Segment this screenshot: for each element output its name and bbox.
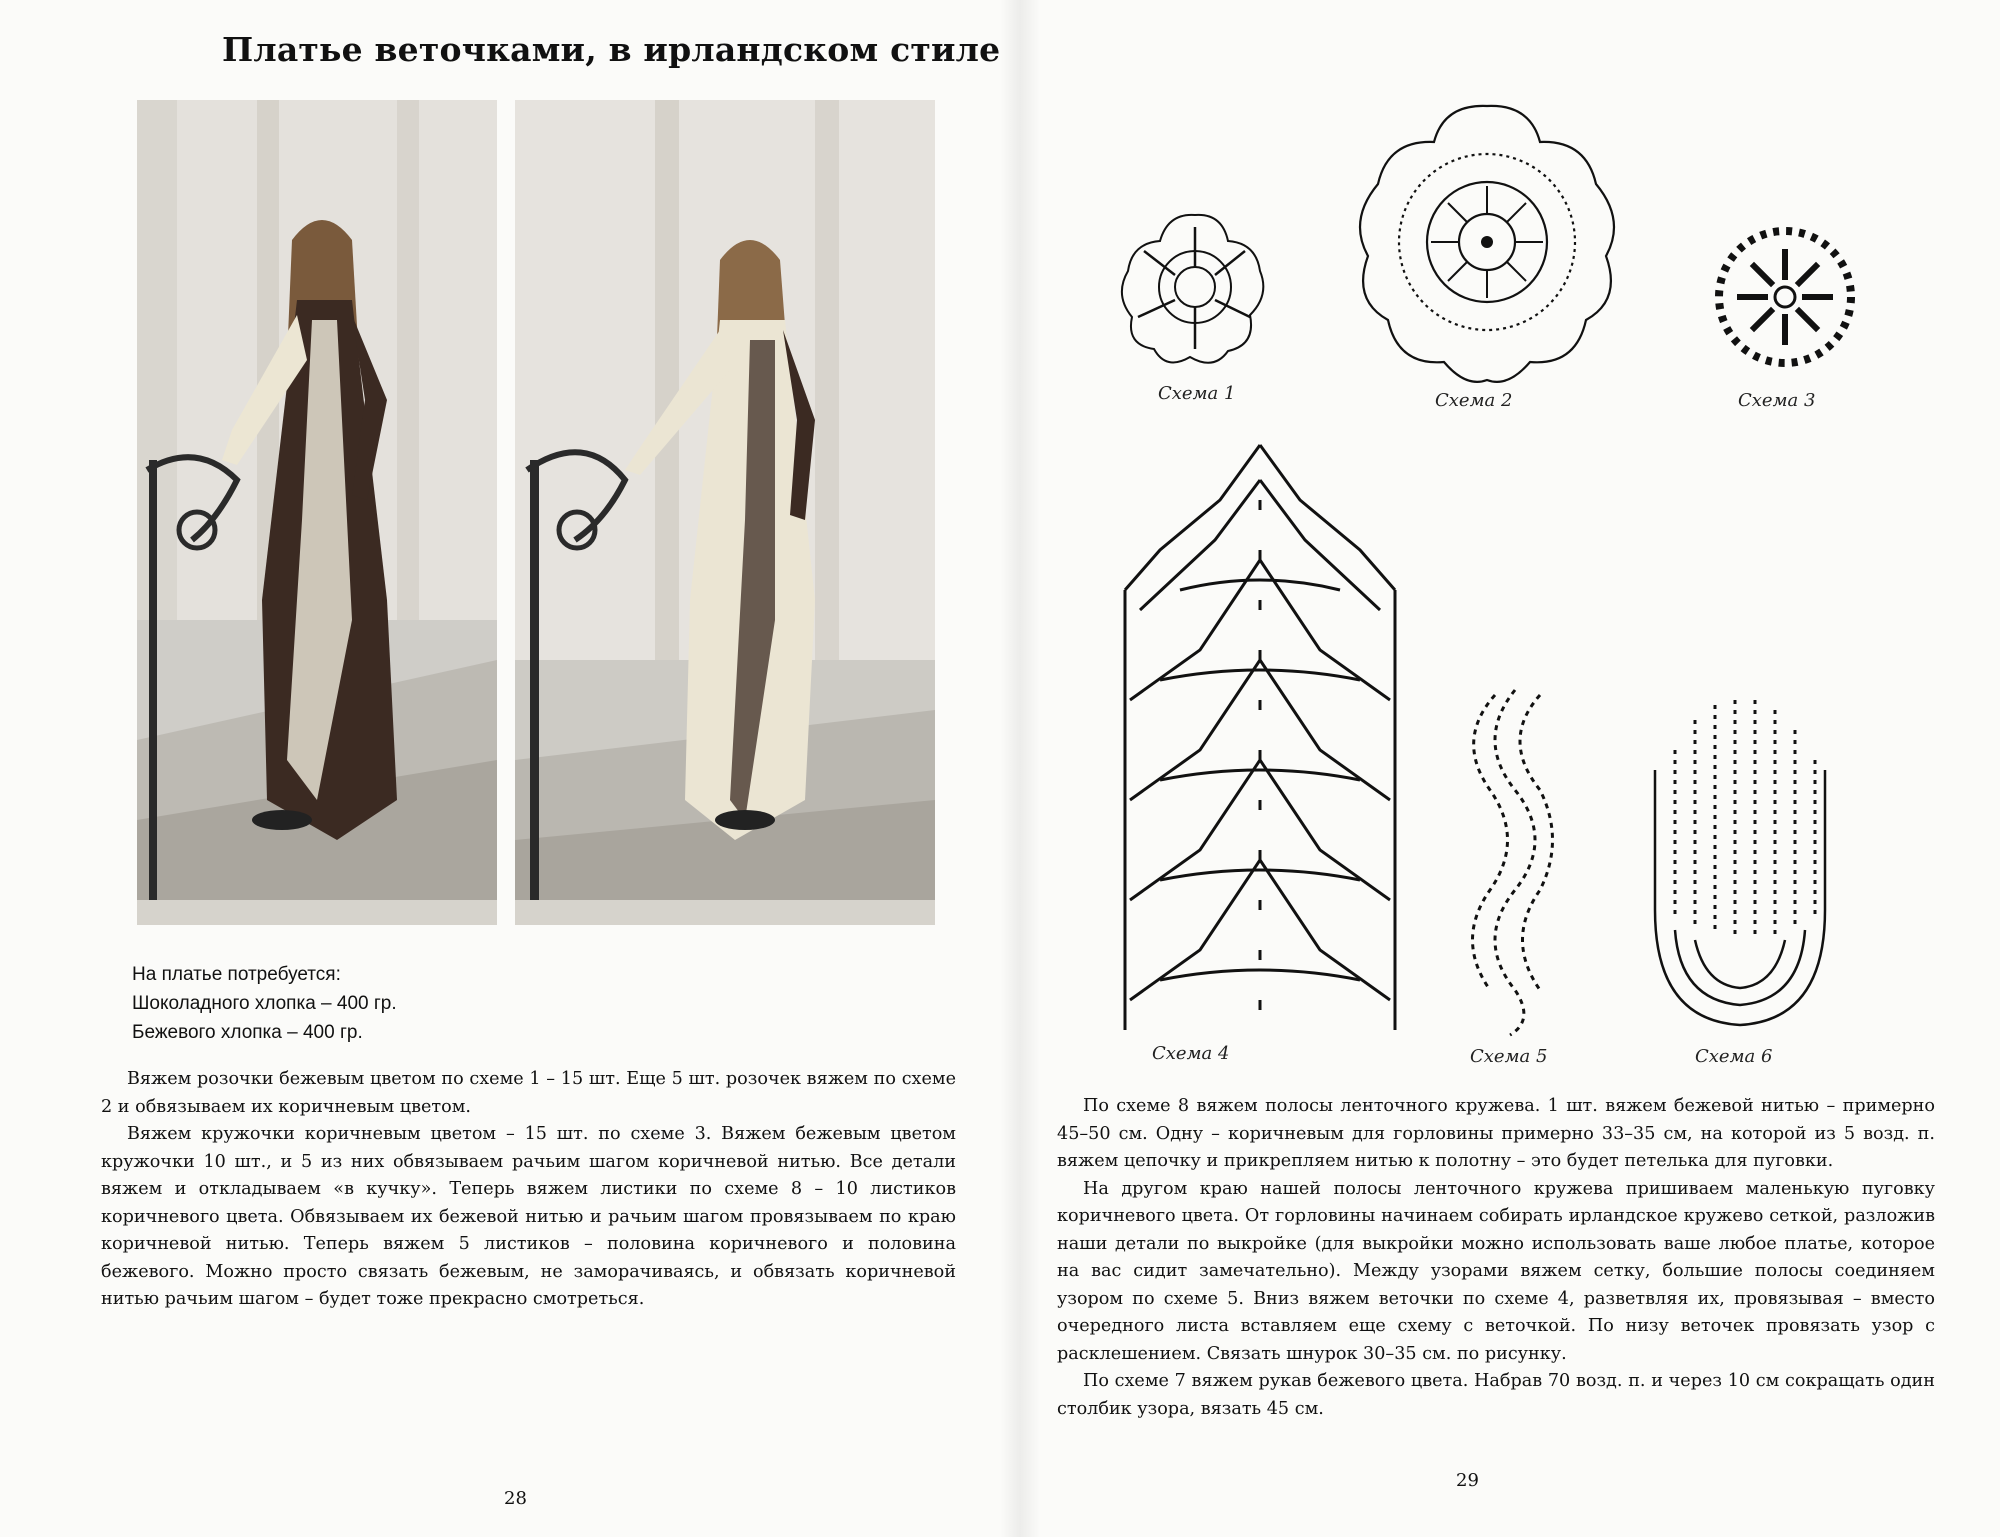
- caption-scheme-2: Схема 2: [1435, 390, 1513, 411]
- scheme-3-circle-diagram: [1710, 222, 1860, 372]
- caption-scheme-6: Схема 6: [1695, 1046, 1773, 1067]
- paragraph: На другом краю нашей полосы ленточного кружева пришиваем маленькую пуговку коричневого цвета. От горловины начинаем собирать ирландское кружево сеткой, разложив наши детали по выкройке (для выкройки можно использовать ваше любое платье, которое на вас сидит замечательно). Между узорами вяжем сетку, большие полосы соединяем узором по схеме 5. Вниз вяжем веточки по схеме 4, разветвляя их, провязывая – вместо очередного листа вставляем еще схему с веточкой. По низу веточек провязать узор с расклешением. Связать шнурок 30–35 см. по рисунку.: [1057, 1178, 1935, 1364]
- scheme-4-branch-diagram: [1120, 440, 1400, 1035]
- page-gutter: [1000, 0, 1040, 1537]
- photo-woman-brown-dress: [137, 100, 497, 925]
- paragraph: По схеме 8 вяжем полосы ленточного кружева. 1 шт. вяжем бежевой нитью – примерно 45–50 см. Одну – коричневым для горловины примерно 33–35 см, на которой из 5 возд. п. вяжем цепочку и прикрепляем нитью к полотну – это будет петелька для пуговки.: [1057, 1096, 1935, 1171]
- materials-brown: Шоколадного хлопка – 400 гр.: [132, 993, 397, 1014]
- materials-beige: Бежевого хлопка – 400 гр.: [132, 1022, 363, 1043]
- caption-scheme-4: Схема 4: [1152, 1043, 1230, 1064]
- scheme-1-flower-diagram: [1110, 205, 1280, 370]
- scheme-5-strip-diagram: [1455, 680, 1565, 1040]
- caption-scheme-3: Схема 3: [1738, 390, 1816, 411]
- left-page-text: [101, 1066, 956, 1314]
- scheme-6-oval-diagram: [1635, 690, 1845, 1035]
- materials-list: [132, 960, 397, 1047]
- paragraph: Вяжем розочки бежевым цветом по схеме 1 – 15 шт. Еще 5 шт. розочек вяжем по схеме 2 и обвязываем их коричневым цветом.: [101, 1069, 956, 1117]
- scheme-2-flower-diagram: [1350, 100, 1625, 385]
- paragraph: По схеме 7 вяжем рукав бежевого цвета. Набрав 70 возд. п. и через 10 см сокращать один столбик узора, вязать 45 см.: [1057, 1371, 1935, 1419]
- caption-scheme-5: Схема 5: [1470, 1046, 1548, 1067]
- paragraph: Вяжем кружочки коричневым цветом – 15 шт. по схеме 3. Вяжем бежевым цветом кружочки 10 шт., и 5 из них обвязываем рачьим шагом коричневой нитью. Все детали вяжем и откладываем «в кучку». Теперь вяжем листики по схеме 8 – 10 листиков коричневого цвета. Обвязываем их бежевой нитью и рачьим шагом провязываем по краю коричневой нитью. Теперь вяжем 5 листиков – половина коричневого и половина бежевого. Можно просто связать бежевым, не заморачиваясь, и обвязать коричневой нитью рачьим шагом – будет тоже прекрасно смотреться.: [101, 1124, 956, 1309]
- right-page-text: [1057, 1093, 1935, 1423]
- page-title: Платье веточками, в ирландском стиле: [222, 30, 1001, 69]
- materials-heading: На платье потребуется:: [132, 964, 341, 985]
- photo-woman-beige-dress: [515, 100, 935, 925]
- caption-scheme-1: Схема 1: [1158, 383, 1236, 404]
- page-number-left: 28: [504, 1488, 527, 1509]
- page-number-right: 29: [1456, 1470, 1479, 1491]
